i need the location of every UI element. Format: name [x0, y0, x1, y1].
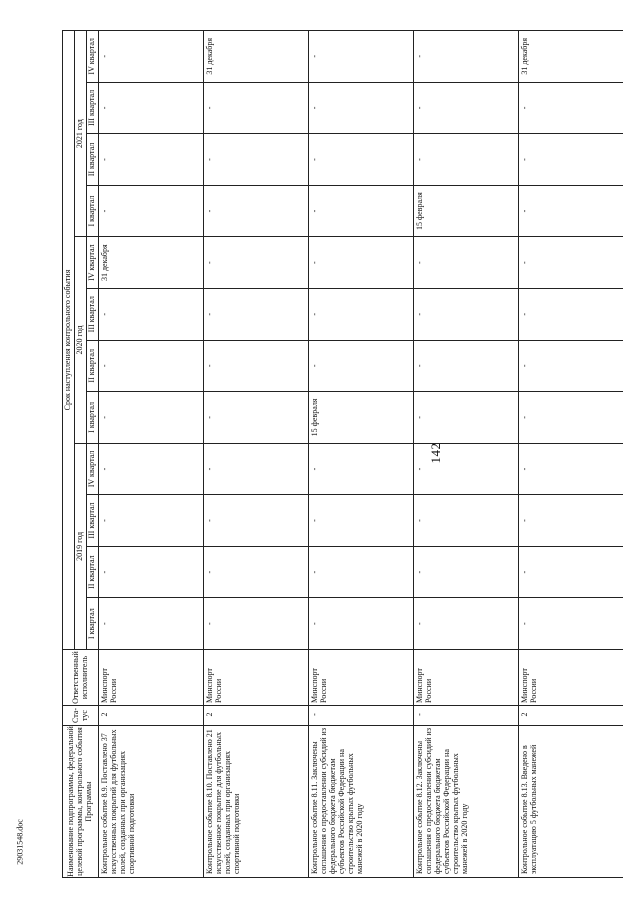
- deadline-cell: -: [99, 598, 204, 650]
- event-responsible: Минспорт России: [309, 650, 414, 706]
- rotated-page: [62, 30, 628, 878]
- deadline-cell: -: [414, 443, 519, 495]
- deadline-cell: -: [519, 546, 624, 598]
- header-deadline-group: Срок наступления контрольного события: [63, 31, 75, 650]
- header-quarter: I квартал: [87, 392, 99, 444]
- deadline-cell: -: [519, 392, 624, 444]
- deadline-cell: -: [309, 237, 414, 289]
- header-quarter: III квартал: [87, 288, 99, 340]
- event-name: Контрольное событие 8.10. Поставлено 21 искусственное покрытие для футбольных полей, созданных при организациях спортивной подготовки: [204, 726, 309, 878]
- event-name: Контрольное событие 8.13. Введено в эксплуатацию 5 футбольных манежей: [519, 726, 624, 878]
- deadline-cell: -: [414, 237, 519, 289]
- deadline-cell: -: [99, 31, 204, 83]
- deadline-cell: -: [204, 82, 309, 134]
- deadline-cell: -: [414, 340, 519, 392]
- header-responsible: Ответственный исполнитель: [63, 650, 99, 706]
- deadline-cell: -: [519, 340, 624, 392]
- deadline-cell: -: [204, 546, 309, 598]
- deadline-cell: -: [99, 340, 204, 392]
- deadline-cell: -: [99, 82, 204, 134]
- header-quarter: III квартал: [87, 495, 99, 547]
- deadline-cell: -: [309, 185, 414, 237]
- table-row: [99, 31, 204, 878]
- deadline-cell: -: [414, 82, 519, 134]
- deadline-cell: -: [99, 546, 204, 598]
- deadline-cell: -: [99, 495, 204, 547]
- page-number: 142: [428, 442, 443, 464]
- event-responsible: Минспорт России: [204, 650, 309, 706]
- deadline-cell: -: [99, 288, 204, 340]
- deadline-cell: -: [309, 546, 414, 598]
- deadline-cell: 31 декабря: [519, 31, 624, 83]
- deadline-cell: -: [519, 598, 624, 650]
- header-quarter: I квартал: [87, 598, 99, 650]
- deadline-cell: -: [204, 237, 309, 289]
- header-quarter: IV квартал: [87, 443, 99, 495]
- deadline-cell: -: [414, 546, 519, 598]
- deadline-cell: -: [309, 82, 414, 134]
- header-quarter: II квартал: [87, 134, 99, 186]
- table-row: [519, 31, 624, 878]
- deadline-cell: -: [204, 134, 309, 186]
- deadline-cell: 31 декабря: [99, 237, 204, 289]
- deadline-cell: -: [309, 443, 414, 495]
- deadline-cell: -: [414, 392, 519, 444]
- event-name: Контрольное событие 8.9. Поставлено 37 искусственных покрытий для футбольных полей, созданных при организациях спортивной подготовки: [99, 726, 204, 878]
- deadline-cell: -: [519, 495, 624, 547]
- deadline-cell: -: [204, 598, 309, 650]
- header-name: Наименование подпрограммы, федеральной целевой программы, контрольного события Программы: [63, 726, 99, 878]
- event-status: 2: [204, 706, 309, 726]
- header-year-2021: 2021 год: [75, 31, 87, 237]
- deadline-cell: -: [309, 288, 414, 340]
- event-status: -: [309, 706, 414, 726]
- deadline-cell: -: [204, 185, 309, 237]
- deadline-cell: -: [519, 443, 624, 495]
- header-quarter: I квартал: [87, 185, 99, 237]
- deadline-cell: -: [414, 31, 519, 83]
- header-quarter: II квартал: [87, 340, 99, 392]
- deadline-cell: -: [519, 237, 624, 289]
- header-quarter: IV квартал: [87, 237, 99, 289]
- deadline-cell: -: [309, 340, 414, 392]
- deadline-cell: -: [204, 443, 309, 495]
- table-row: [414, 31, 519, 878]
- header-quarter: IV квартал: [87, 31, 99, 83]
- deadline-cell: -: [519, 185, 624, 237]
- deadline-cell: -: [519, 82, 624, 134]
- deadline-cell: -: [204, 340, 309, 392]
- header-status: Ста-тус: [63, 706, 99, 726]
- deadline-cell: -: [309, 598, 414, 650]
- deadline-cell: 31 декабря: [204, 31, 309, 83]
- document-footer: 29031548.doc: [15, 819, 25, 865]
- deadline-cell: -: [309, 495, 414, 547]
- table-row: [204, 31, 309, 878]
- deadline-cell: -: [519, 288, 624, 340]
- event-responsible: Минспорт России: [519, 650, 624, 706]
- deadline-cell: -: [309, 31, 414, 83]
- event-responsible: Минспорт России: [414, 650, 519, 706]
- event-status: -: [414, 706, 519, 726]
- table-row: [309, 31, 414, 878]
- deadline-cell: -: [99, 392, 204, 444]
- event-name: Контрольное событие 8.12. Заключены соглашения о предоставлении субсидий из федерального бюджета бюджетам субъектов Российской Федерации на строительство крытых футбольных манежей в 2020 году: [414, 726, 519, 878]
- header-year-2019: 2019 год: [75, 443, 87, 649]
- event-status: 2: [519, 706, 624, 726]
- deadline-cell: 15 февраля: [309, 392, 414, 444]
- event-responsible: Минспорт России: [99, 650, 204, 706]
- deadline-cell: 15 февраля: [414, 185, 519, 237]
- deadline-cell: -: [414, 288, 519, 340]
- deadline-cell: -: [99, 185, 204, 237]
- deadline-cell: -: [519, 134, 624, 186]
- control-events-table: [62, 30, 623, 878]
- deadline-cell: -: [414, 495, 519, 547]
- header-quarter: III квартал: [87, 82, 99, 134]
- deadline-cell: -: [204, 495, 309, 547]
- deadline-cell: -: [309, 134, 414, 186]
- deadline-cell: -: [99, 443, 204, 495]
- deadline-cell: -: [204, 288, 309, 340]
- header-year-2020: 2020 год: [75, 237, 87, 443]
- event-status: 2: [99, 706, 204, 726]
- deadline-cell: -: [414, 134, 519, 186]
- deadline-cell: -: [414, 598, 519, 650]
- deadline-cell: -: [204, 392, 309, 444]
- header-quarter: II квартал: [87, 546, 99, 598]
- deadline-cell: -: [99, 134, 204, 186]
- event-name: Контрольное событие 8.11. Заключены соглашения о предоставлении субсидий из федерального бюджета бюджетам субъектов Российской Федерации на строительство крытых футбольных манежей в 2020 году: [309, 726, 414, 878]
